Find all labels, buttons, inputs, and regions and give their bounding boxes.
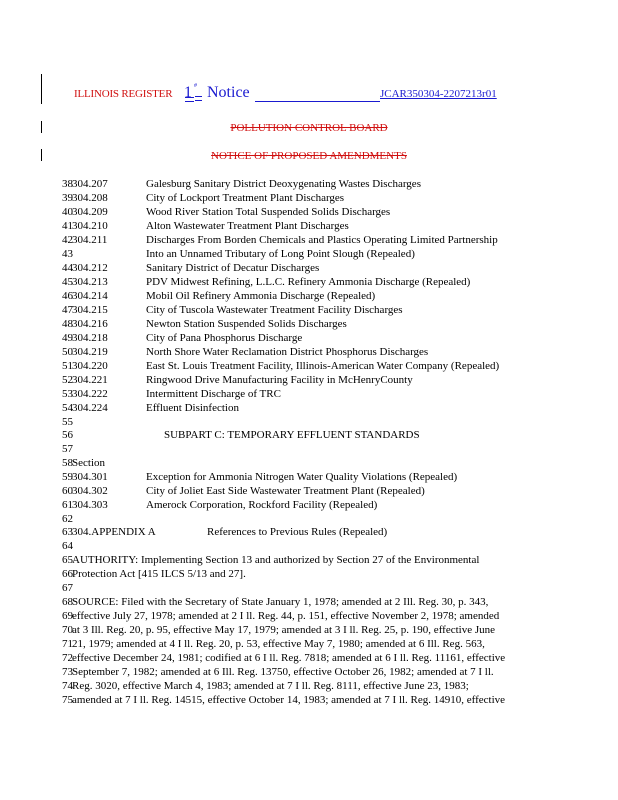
section-number: 304.210 bbox=[72, 220, 108, 232]
section-title: City of Lockport Treatment Plant Discharges bbox=[146, 192, 345, 204]
line-number: 48 bbox=[62, 318, 73, 330]
section-title: Intermittent Discharge of TRC bbox=[146, 388, 281, 400]
line-number: 43 bbox=[62, 248, 73, 260]
section-title: Sanitary District of Decatur Discharges bbox=[146, 262, 320, 274]
section-number: 304.209 bbox=[72, 206, 108, 218]
section-title: Galesburg Sanitary District Deoxygenating Wastes Discharges bbox=[146, 178, 421, 190]
register-title: ILLINOIS REGISTER bbox=[74, 88, 173, 100]
subpart-title: SUBPART C: TEMPORARY EFFLUENT STANDARDS bbox=[164, 429, 420, 441]
line-number: 54 bbox=[62, 402, 73, 414]
source-text: at 3 Ill. Reg. 20, p. 95, effective May 17, 1979; amended at 3 I ll. Reg. 25, p. 190, effective June bbox=[72, 624, 495, 636]
line-number: 57 bbox=[62, 443, 73, 455]
source-text: September 7, 1982; amended at 6 Ill. Reg. 13750, effective October 26, 1982; amended at 7 I ll. bbox=[72, 666, 494, 678]
line-number: 70 bbox=[62, 624, 73, 636]
line-number: 61 bbox=[62, 499, 73, 511]
line-number: 72 bbox=[62, 652, 73, 664]
notice-title: NOTICE OF PROPOSED AMENDMENTS bbox=[211, 150, 407, 162]
header-rule bbox=[255, 101, 380, 102]
board-title: POLLUTION CONTROL BOARD bbox=[230, 122, 388, 134]
section-title: Ringwood Drive Manufacturing Facility in McHenryCounty bbox=[146, 374, 413, 386]
section-title: City of Pana Phosphorus Discharge bbox=[146, 332, 303, 344]
line-number: 56 bbox=[62, 429, 73, 441]
source-text: Reg. 3020, effective March 4, 1983; amended at 7 I ll. Reg. 8111, effective June 23, 1983; bbox=[72, 680, 469, 692]
section-title: Wood River Station Total Suspended Solids Discharges bbox=[146, 206, 391, 218]
section-number: 304.207 bbox=[72, 178, 108, 190]
page-number: 1 bbox=[184, 84, 192, 101]
section-title: Alton Wastewater Treatment Plant Discharges bbox=[146, 220, 349, 232]
section-number: 304.301 bbox=[72, 471, 108, 483]
line-number: 38 bbox=[62, 178, 73, 190]
section-number: 304.218 bbox=[72, 332, 108, 344]
section-number: 304.219 bbox=[72, 346, 108, 358]
section-title: Mobil Oil Refinery Ammonia Discharge (Repealed) bbox=[146, 290, 376, 302]
source-text: SOURCE: Filed with the Secretary of State January 1, 1978; amended at 2 Ill. Reg. 30, p. 343, bbox=[72, 596, 489, 608]
section-number: 304.215 bbox=[72, 304, 108, 316]
line-number: 50 bbox=[62, 346, 73, 358]
line-number: 41 bbox=[62, 220, 73, 232]
section-number: 304.214 bbox=[72, 290, 108, 302]
line-number: 44 bbox=[62, 262, 73, 274]
line-number: 73 bbox=[62, 666, 73, 678]
section-number: 304.208 bbox=[72, 192, 108, 204]
section-title: Into an Unnamed Tributary of Long Point Slough (Repealed) bbox=[146, 248, 415, 260]
line-number: 71 bbox=[62, 638, 73, 650]
double-underline-mark bbox=[185, 97, 194, 102]
section-number: 304.224 bbox=[72, 402, 108, 414]
section-title: PDV Midwest Refining, L.L.C. Refinery Ammonia Discharge (Repealed) bbox=[146, 276, 471, 288]
line-number: 46 bbox=[62, 290, 73, 302]
appendix-label: 304.APPENDIX A bbox=[72, 526, 156, 538]
line-number: 52 bbox=[62, 374, 73, 386]
line-number: 49 bbox=[62, 332, 73, 344]
section-title: Effluent Disinfection bbox=[146, 402, 239, 414]
section-number: 304.302 bbox=[72, 485, 108, 497]
section-number: 304.220 bbox=[72, 360, 108, 372]
line-number: 65 bbox=[62, 554, 73, 566]
line-number: 60 bbox=[62, 485, 73, 497]
section-title: Amerock Corporation, Rockford Facility (Repealed) bbox=[146, 499, 378, 511]
section-title: Exception for Ammonia Nitrogen Water Quality Violations (Repealed) bbox=[146, 471, 458, 483]
notice-label: Notice bbox=[207, 84, 250, 101]
line-number: 68 bbox=[62, 596, 73, 608]
source-text: 21, 1979; amended at 4 I ll. Reg. 20, p. 53, effective May 7, 1980; amended at 6 Ill. Reg. 563, bbox=[72, 638, 485, 650]
line-number: 63 bbox=[62, 526, 73, 538]
section-title: City of Tuscola Wastewater Treatment Facility Discharges bbox=[146, 304, 403, 316]
line-number: 51 bbox=[62, 360, 73, 372]
line-number: 59 bbox=[62, 471, 73, 483]
line-number: 47 bbox=[62, 304, 73, 316]
double-underline-mark-2 bbox=[195, 96, 202, 101]
change-bar-1 bbox=[41, 74, 42, 104]
line-number: 40 bbox=[62, 206, 73, 218]
appendix-title: References to Previous Rules (Repealed) bbox=[207, 526, 388, 538]
line-number: 66 bbox=[62, 568, 73, 580]
section-label: Section bbox=[72, 457, 105, 469]
section-number: 304.213 bbox=[72, 276, 108, 288]
section-title: Newton Station Suspended Solids Discharges bbox=[146, 318, 347, 330]
source-text: effective December 24, 1981; codified at 6 I ll. Reg. 7818; amended at 6 I ll. Reg. 11161, effective bbox=[72, 652, 506, 664]
section-number: 304.212 bbox=[72, 262, 108, 274]
line-number: 45 bbox=[62, 276, 73, 288]
line-number: 58 bbox=[62, 457, 73, 469]
page-number-superscript: # bbox=[194, 83, 197, 89]
section-title: East St. Louis Treatment Facility, Illinois-American Water Company (Repealed) bbox=[146, 360, 500, 372]
authority-text: Protection Act [415 ILCS 5/13 and 27]. bbox=[72, 568, 246, 580]
source-text: amended at 7 I ll. Reg. 14515, effective October 14, 1983; amended at 7 I ll. Reg. 14910, effective bbox=[72, 694, 506, 706]
section-number: 304.222 bbox=[72, 388, 108, 400]
section-title: City of Joliet East Side Wastewater Treatment Plant (Repealed) bbox=[146, 485, 425, 497]
jcar-code: JCAR350304-2207213r01 bbox=[380, 88, 497, 100]
line-number: 67 bbox=[62, 582, 73, 594]
section-number: 304.211 bbox=[72, 234, 108, 246]
section-title: North Shore Water Reclamation District Phosphorus Discharges bbox=[146, 346, 429, 358]
page-header bbox=[74, 84, 524, 108]
section-number: 304.303 bbox=[72, 499, 108, 511]
line-number: 64 bbox=[62, 540, 73, 552]
section-title: Discharges From Borden Chemicals and Plastics Operating Limited Partnership bbox=[146, 234, 498, 246]
line-number: 39 bbox=[62, 192, 73, 204]
authority-text: AUTHORITY: Implementing Section 13 and authorized by Section 27 of the Environmental bbox=[72, 554, 480, 566]
section-number: 304.216 bbox=[72, 318, 108, 330]
line-number: 55 bbox=[62, 416, 73, 428]
line-number: 53 bbox=[62, 388, 73, 400]
section-number: 304.221 bbox=[72, 374, 108, 386]
line-number: 42 bbox=[62, 234, 73, 246]
line-number: 74 bbox=[62, 680, 73, 692]
line-number: 75 bbox=[62, 694, 73, 706]
source-text: effective July 27, 1978; amended at 2 I ll. Reg. 44, p. 151, effective November 2, 1978; amended bbox=[72, 610, 500, 622]
line-number: 69 bbox=[62, 610, 73, 622]
line-number: 62 bbox=[62, 513, 73, 525]
